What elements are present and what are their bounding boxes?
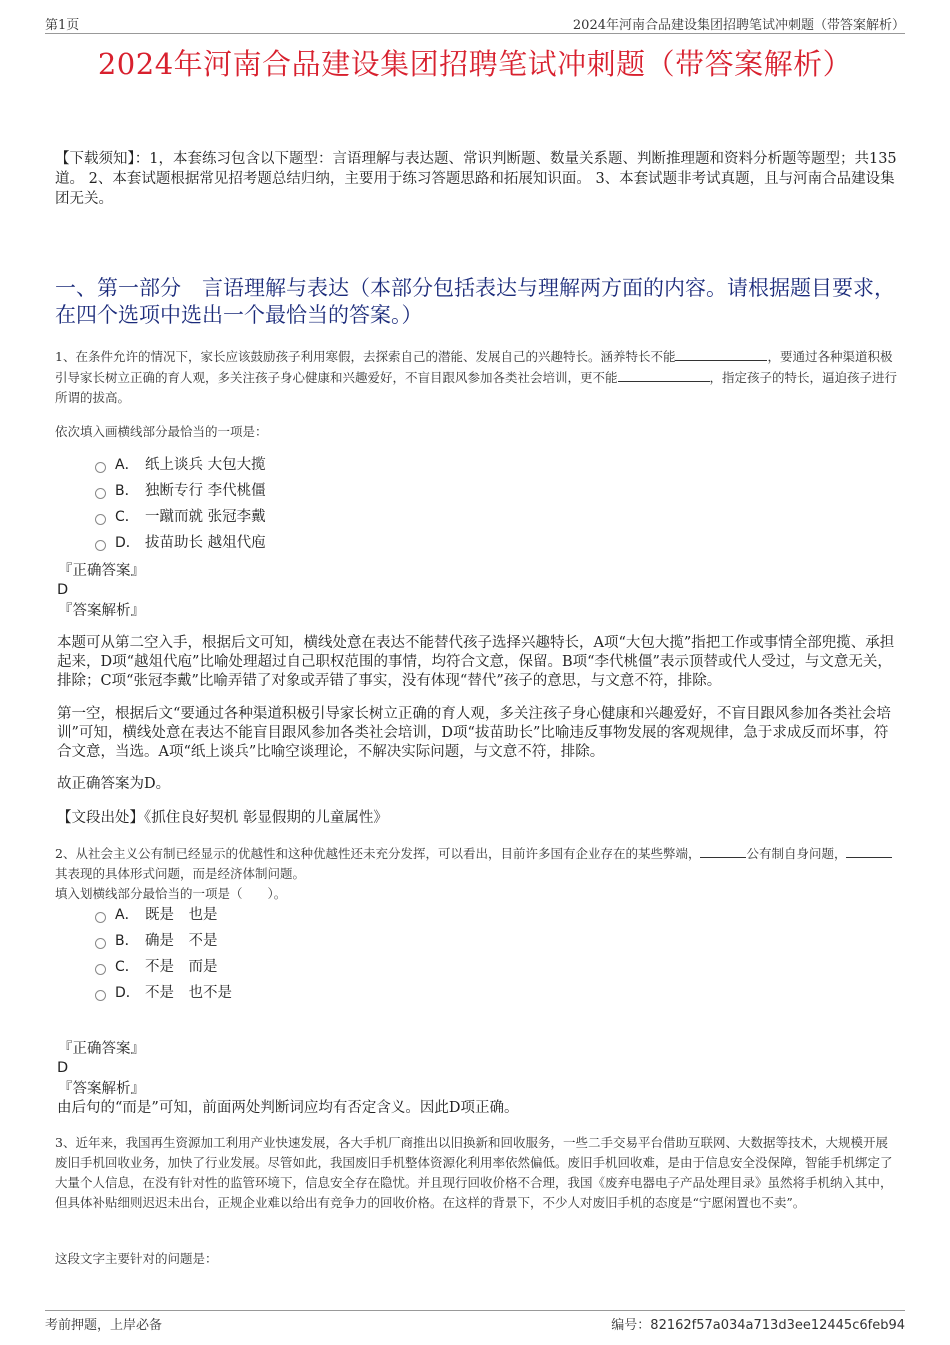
q2-option-b[interactable]: B． 确是 不是	[95, 931, 218, 951]
q1-conclusion: 故正确答案为D。	[57, 776, 171, 792]
header-doc-title: 2024年河南合品建设集团招聘笔试冲刺题（带答案解析）	[572, 18, 905, 33]
header-divider	[45, 33, 905, 34]
footer-divider	[45, 1310, 905, 1311]
blank-line	[675, 346, 767, 361]
download-notice: 【下载须知】：1，本套练习包含以下题型：言语理解与表达题、常识判断题、数量关系题、判断推理题和资料分析题等题型；共135道。 2、本套试题根据常见招考题总结归纳，主要用于练习答题思路和拓展知识面。 3、本套试题非考试真题，且与河南合品建设集团无关。	[55, 151, 897, 207]
q2-analysis-label: 『答案解析』	[58, 1081, 145, 1097]
q2-option-a[interactable]: A． 既是 也是	[95, 905, 218, 925]
q1-option-b[interactable]: B． 独断专行 李代桃僵	[95, 481, 266, 501]
radio-icon[interactable]	[95, 462, 106, 473]
page-title: 2024年河南合品建设集团招聘笔试冲刺题（带答案解析）	[97, 47, 853, 81]
radio-icon[interactable]	[95, 488, 106, 499]
q1-analysis-label: 『答案解析』	[58, 603, 145, 619]
radio-icon[interactable]	[95, 964, 106, 975]
footer-code: 编号：82162f57a034a713d3ee12445c6feb94	[611, 1318, 905, 1333]
q2-answer: D	[57, 1060, 69, 1076]
section-heading: 一、第一部分 言语理解与表达（本部分包括表达与理解两方面的内容。请根据题目要求，在四个选项中选出一个最恰当的答案。）	[55, 276, 895, 327]
q1-option-a[interactable]: A． 纸上谈兵 大包大揽	[95, 455, 266, 475]
q2-option-c[interactable]: C． 不是 而是	[95, 957, 218, 977]
question-1-prompt: 依次填入画横线部分最恰当的一项是：	[55, 424, 268, 439]
radio-icon[interactable]	[95, 990, 106, 1001]
footer-slogan: 考前押题，上岸必备	[45, 1318, 163, 1333]
radio-icon[interactable]	[95, 514, 106, 525]
question-3-text: 3、近年来，我国再生资源加工利用产业快速发展，各大手机厂商推出以旧换新和回收服务，一些二手交易平台借助互联网、大数据等技术，大规模开展废旧手机回收业务，加快了行业发展。尽管如此，我国废旧手机整体资源化利用率依然偏低。废旧手机回收难，是由于信息安全没保障，智能手机绑定了大量个人信息，在没有针对性的监管环境下，信息安全存在隐忧。并且现行回收价格不合理，我国《废弃电器电子产品处理目录》虽然将手机纳入其中，但具体补贴细则迟迟未出台，正规企业难以给出有竞争力的回收价格。在这样的背景下，不少人对废旧手机的态度是“宁愿闲置也不卖”。	[55, 1135, 893, 1210]
q2-answer-label: 『正确答案』	[58, 1041, 145, 1057]
question-2-prompt: 填入划横线部分最恰当的一项是（ ）。	[55, 886, 287, 901]
q1-answer: D	[57, 582, 69, 598]
q1-analysis-paragraph-1: 本题可从第二空入手，根据后文可知，横线处意在表达不能替代孩子选择兴趣特长，A项“大包大揽”指把工作或事情全部兜揽、承担起来，D项“越俎代庖”比喻处理超过自己职权范围的事情，均符合文意，保留。B项“李代桃僵”表示顶替或代人受过，与文意无关，排除；C项“张冠李戴”比喻弄错了对象或弄错了事实，没有体现“替代”孩子的意思，与文意不符，排除。	[57, 635, 895, 689]
question-3-prompt: 这段文字主要针对的问题是：	[55, 1251, 218, 1266]
radio-icon[interactable]	[95, 540, 106, 551]
blank-line	[700, 845, 746, 858]
q1-option-d[interactable]: D． 拔苗助长 越俎代庖	[95, 533, 266, 553]
question-2-text: 2、从社会主义公有制已经显示的优越性和这种优越性还未充分发挥，可以看出，目前许多国有企业存在的某些弊端， 公有制自身问题，其表现的具体形式问题，而是经济体制问题。	[55, 844, 900, 884]
q1-analysis-paragraph-2: 第一空，根据后文“要通过各种渠道积极引导家长树立正确的育人观，多关注孩子身心健康和兴趣爱好，不盲目跟风参加各类社会培训”可知，横线处意在表达不能盲目跟风参加各类社会培训，D项“拔苗助长”比喻违反事物发展的客观规律，急于求成反而坏事，符合文意，当选。A项“纸上谈兵”比喻空谈理论，不解决实际问题，与文意不符，排除。	[57, 706, 891, 760]
page-number: 第1页	[45, 18, 80, 33]
q1-option-c[interactable]: C． 一蹴而就 张冠李戴	[95, 507, 266, 527]
q2-option-d[interactable]: D． 不是 也不是	[95, 983, 232, 1003]
blank-line	[618, 367, 710, 382]
question-1-text: 1、在条件允许的情况下，家长应该鼓励孩子利用寒假，去探索自己的潜能、发展自己的兴趣特长。涵养特长不能 ，要通过各种渠道积极引导家长树立正确的育人观，多关注孩子身心健康和兴趣爱好，不盲目跟风参加各类社会培训，更不能 ，指定孩子的特长，逼迫孩子进行所谓的拔高。	[55, 346, 900, 408]
blank-line	[846, 845, 892, 858]
radio-icon[interactable]	[95, 912, 106, 923]
q1-answer-label: 『正确答案』	[58, 563, 145, 579]
q2-analysis: 由后句的“而是”可知，前面两处判断词应均有否定含义。因此D项正确。	[57, 1100, 519, 1116]
radio-icon[interactable]	[95, 938, 106, 949]
q1-source: 【文段出处】《抓住良好契机 彰显假期的儿童属性》	[57, 810, 388, 826]
